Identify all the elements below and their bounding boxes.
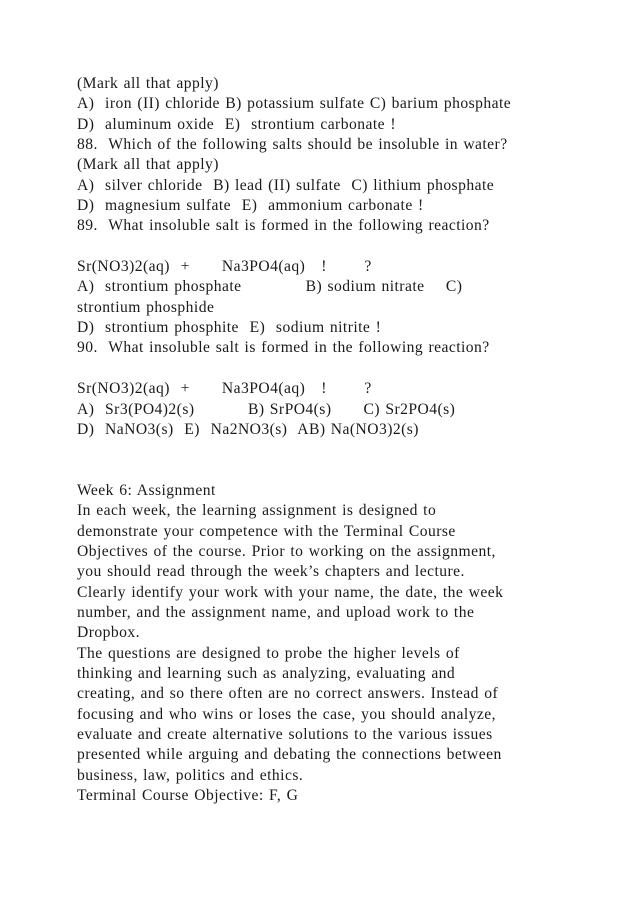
paragraph-line: In each week, the learning assignment is designed to <box>77 502 437 520</box>
paragraph-line: evaluate and create alternative solutions to the various issues <box>77 726 493 743</box>
q89-options-line-3: D) strontium phosphite E) sodium nitrite ! <box>77 319 382 337</box>
q90-options-line-2: D) NaNO3(s) E) Na2NO3(s) AB) Na(NO3)2(s) <box>77 420 419 438</box>
q90-reaction: Sr(NO3)2(aq) + Na3PO4(aq) ! ? <box>77 380 372 398</box>
q90-options-line-1: A) Sr3(PO4)2(s) B) SrPO4(s) C) Sr2PO4(s) <box>77 400 456 418</box>
q89-stem: 89. What insoluble salt is formed in the following reaction? <box>77 217 490 235</box>
assignment-heading: Week 6: Assignment <box>77 481 216 499</box>
q90-stem: 90. What insoluble salt is formed in the following reaction? <box>77 339 490 357</box>
paragraph-line: presented while arguing and debating the connections between <box>77 746 502 764</box>
blank-line <box>77 359 617 379</box>
blank-line <box>77 461 617 481</box>
blank-line <box>77 237 617 257</box>
q87-options-line-1: A) iron (II) chloride B) potassium sulfate C) barium phosphate <box>77 95 512 113</box>
q87-instruction: (Mark all that apply) <box>77 75 219 92</box>
paragraph-line: focusing and who wins or loses the case, you should analyze, <box>77 705 496 723</box>
q88-options-line-2: D) magnesium sulfate E) ammonium carbonate ! <box>77 197 424 215</box>
q88-instruction: (Mark all that apply) <box>77 156 219 174</box>
document-body <box>77 74 617 806</box>
paragraph-line: thinking and learning such as analyzing, evaluating and <box>77 664 456 682</box>
blank-line <box>77 440 617 460</box>
paragraph-line: Dropbox. <box>77 624 140 642</box>
terminal-course-objective: Terminal Course Objective: F, G <box>77 787 299 805</box>
paragraph-line: number, and the assignment name, and upload work to the <box>77 603 475 621</box>
paragraph-line: demonstrate your competence with the Terminal Course <box>77 522 456 540</box>
paragraph-line: Clearly identify your work with your name, the date, the week <box>77 583 504 601</box>
q88-stem: 88. Which of the following salts should be insoluble in water? <box>77 136 508 154</box>
assignment-paragraph-1 <box>77 501 617 643</box>
q89-options-line-2: strontium phosphide <box>77 298 215 316</box>
assignment-paragraph-2 <box>77 644 617 786</box>
q89-reaction: Sr(NO3)2(aq) + Na3PO4(aq) ! ? <box>77 258 372 276</box>
q87-options-line-2: D) aluminum oxide E) strontium carbonate ! <box>77 115 396 133</box>
q89-options-line-1: A) strontium phosphate B) sodium nitrate C) <box>77 278 463 296</box>
paragraph-line: you should read through the week’s chapters and lecture. <box>77 563 465 581</box>
paragraph-line: business, law, politics and ethics. <box>77 766 304 784</box>
paragraph-line: Objectives of the course. Prior to working on the assignment, <box>77 542 496 560</box>
q88-options-line-1: A) silver chloride B) lead (II) sulfate C) lithium phosphate <box>77 176 495 194</box>
paragraph-line: creating, and so there often are no correct answers. Instead of <box>77 685 499 703</box>
paragraph-line: The questions are designed to probe the higher levels of <box>77 644 460 662</box>
